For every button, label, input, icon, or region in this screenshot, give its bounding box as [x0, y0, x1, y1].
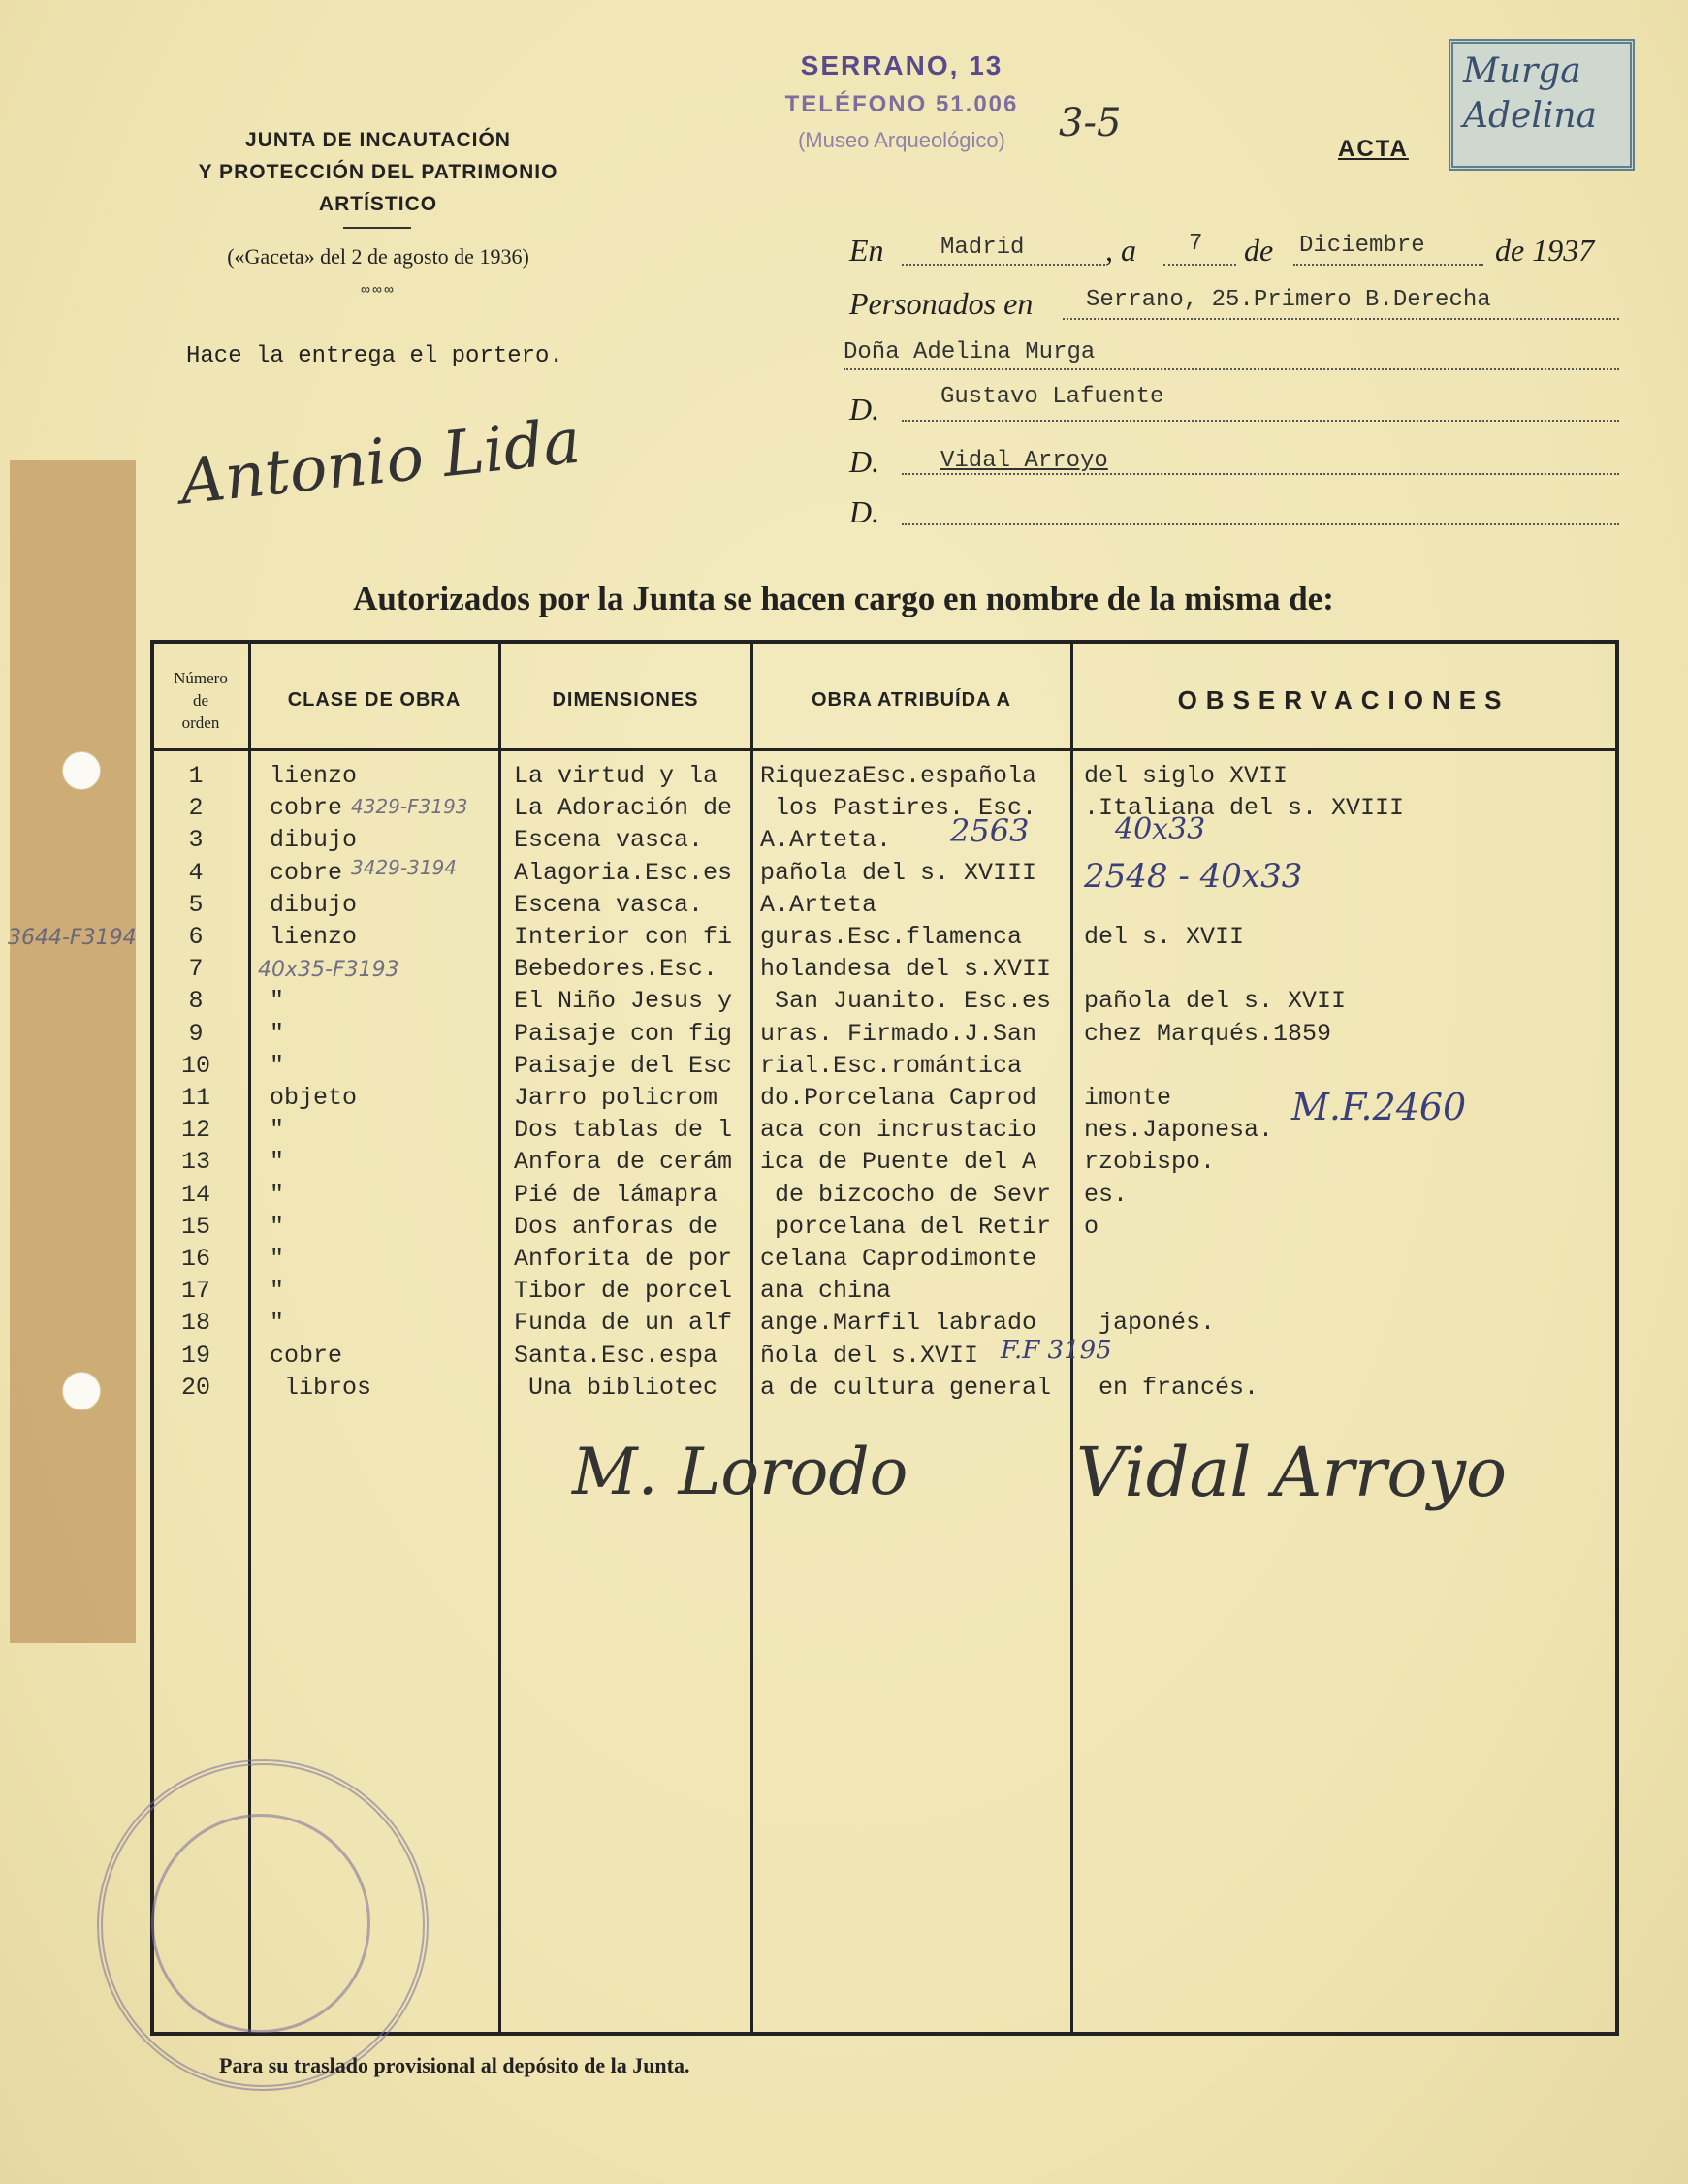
- header-number-line3: orden: [181, 713, 220, 732]
- header-number-line1: Número: [174, 669, 228, 687]
- annotation: 40x35-F3193: [258, 958, 399, 982]
- row-dimensiones: Bebedores.Esc.: [514, 955, 718, 984]
- name-tab-surname: Murga: [1463, 51, 1581, 91]
- row-clase: ": [270, 1116, 285, 1145]
- row-dimensiones: La Adoración de: [514, 794, 733, 823]
- d-label-2: D.: [849, 444, 880, 479]
- acta-label: ACTA: [1338, 136, 1409, 162]
- place-line: [902, 264, 1105, 266]
- table-row: [0, 1309, 1688, 1341]
- name-tab: [1449, 39, 1635, 171]
- row-atribuida: guras.Esc.flamenca: [760, 923, 1023, 951]
- header-number-line2: de: [192, 691, 209, 710]
- row-clase: ": [270, 1245, 285, 1273]
- d-label-3: D.: [849, 494, 880, 529]
- row-observaciones: del siglo XVII: [1084, 762, 1289, 790]
- d2-field: Vidal Arroyo: [940, 448, 1108, 474]
- row-dimensiones: Escena vasca.: [514, 890, 704, 919]
- a-label: , a: [1105, 233, 1136, 268]
- signature-middle: M. Lorodo: [572, 1435, 908, 1509]
- row-clase: lienzo: [270, 923, 358, 951]
- table-row: [0, 859, 1688, 891]
- row-dimensiones: Funda de un alf: [514, 1309, 733, 1338]
- signature-right: Vidal Arroyo: [1076, 1433, 1508, 1512]
- annotation: 40x33: [1115, 812, 1206, 846]
- row-observaciones: rzobispo.: [1084, 1148, 1216, 1177]
- table-row: [0, 955, 1688, 987]
- day-line: [1163, 264, 1236, 266]
- row-number: 8: [188, 987, 204, 1016]
- table-row: [0, 923, 1688, 955]
- table-row: [0, 1277, 1688, 1309]
- row-atribuida: ñola del s.XVII: [760, 1341, 979, 1370]
- row-atribuida: A.Arteta: [760, 890, 877, 919]
- row-dimensiones: Anfora de cerám: [514, 1148, 733, 1177]
- row-number: 14: [180, 1180, 210, 1209]
- row-number: 6: [188, 923, 204, 951]
- row-clase: ": [270, 1148, 285, 1177]
- annotation: M.F.2460: [1291, 1086, 1467, 1128]
- institution-line-3: ARTÍSTICO: [318, 193, 438, 215]
- annotation: 3644-F3194: [8, 926, 137, 950]
- row-number: 5: [188, 890, 204, 919]
- row-dimensiones: El Niño Jesus y: [514, 987, 733, 1016]
- row-atribuida: celana Caprodimonte: [760, 1245, 1037, 1273]
- row-clase: cobre: [270, 794, 343, 823]
- year-label: de 1937: [1495, 233, 1595, 268]
- row-atribuida: uras. Firmado.J.San: [760, 1019, 1037, 1048]
- row-observaciones: o: [1084, 1212, 1099, 1241]
- row-dimensiones: Dos tablas de l: [514, 1116, 733, 1145]
- annotation: F.F 3195: [1001, 1336, 1112, 1365]
- row-number: 11: [180, 1084, 210, 1112]
- d1-line: [902, 420, 1619, 422]
- delivery-note: Hace la entrega el portero.: [186, 343, 563, 369]
- gaceta-reference: («Gaceta» del 2 de agosto de 1936): [227, 244, 529, 269]
- row-clase: dibujo: [270, 890, 358, 919]
- row-clase: ": [270, 1309, 285, 1338]
- row-dimensiones: Escena vasca.: [514, 826, 704, 855]
- row-atribuida: do.Porcelana Caprod: [760, 1084, 1037, 1112]
- row-observaciones: imonte: [1084, 1084, 1172, 1112]
- row-dimensiones: Interior con fi: [514, 923, 733, 951]
- row-number: 18: [180, 1309, 210, 1338]
- row-atribuida: pañola del s. XVIII: [760, 858, 1037, 887]
- table-row: [0, 826, 1688, 858]
- header-dimensiones: DIMENSIONES: [552, 689, 699, 711]
- row-clase: ": [270, 1277, 285, 1306]
- row-atribuida: ana china: [760, 1277, 892, 1306]
- month-line: [1293, 264, 1483, 266]
- row-atribuida: de bizcocho de Sevr: [760, 1180, 1052, 1209]
- museum-stamp: (Museo Arqueológico): [797, 128, 1005, 152]
- institution-header: [145, 124, 611, 220]
- section-title: Autorizados por la Junta se hacen cargo en nombre de la misma de:: [353, 580, 1334, 617]
- row-number: 12: [180, 1116, 210, 1145]
- row-clase: objeto: [270, 1084, 358, 1112]
- table-row: [0, 1374, 1688, 1406]
- row-atribuida: aca con incrustacio: [760, 1116, 1037, 1145]
- signature-left: Antonio Lida: [176, 405, 585, 520]
- row-atribuida: ange.Marfil labrado: [760, 1309, 1037, 1338]
- ornament: ∞∞∞: [361, 281, 396, 297]
- row-dimensiones: Tibor de porcel: [514, 1277, 733, 1306]
- row-number: 17: [180, 1277, 210, 1306]
- footer-note: Para su traslado provisional al depósito de la Junta.: [219, 2053, 690, 2077]
- row-clase: dibujo: [270, 826, 358, 855]
- row-observaciones: en francés.: [1084, 1373, 1259, 1402]
- row-atribuida: a de cultura general: [760, 1373, 1052, 1402]
- row-number: 3: [188, 826, 204, 855]
- row-dimensiones: Una bibliotec: [514, 1373, 718, 1402]
- row-observaciones: del s. XVII: [1084, 923, 1245, 951]
- row-number: 1: [188, 762, 204, 790]
- en-label: En: [849, 233, 884, 268]
- row-observaciones: pañola del s. XVII: [1084, 987, 1347, 1016]
- table-row: [0, 987, 1688, 1019]
- table-row: [0, 1020, 1688, 1052]
- header-observaciones: OBSERVACIONES: [1177, 685, 1511, 714]
- month-field: Diciembre: [1299, 233, 1425, 259]
- row-number: 13: [180, 1148, 210, 1177]
- header-divider: [343, 227, 411, 229]
- handwritten-ref: 3-5: [1059, 101, 1122, 145]
- row-number: 4: [188, 858, 204, 887]
- row-atribuida: A.Arteta.: [760, 826, 892, 855]
- owner-line: [844, 368, 1619, 370]
- personados-field: Serrano, 25.Primero B.Derecha: [1086, 287, 1491, 313]
- row-observaciones: es.: [1084, 1180, 1129, 1209]
- personados-line: [1063, 318, 1619, 320]
- row-atribuida: ica de Puente del A: [760, 1148, 1037, 1177]
- header-number: [155, 649, 246, 751]
- row-clase: cobre: [270, 858, 343, 887]
- table-row: [0, 1342, 1688, 1374]
- row-number: 7: [188, 955, 204, 984]
- row-atribuida: RiquezaEsc.española: [760, 762, 1037, 790]
- institution-line-2: Y PROTECCIÓN DEL PATRIMONIO: [198, 161, 558, 183]
- row-clase: ": [270, 1019, 285, 1048]
- header-clase: CLASE DE OBRA: [287, 689, 462, 711]
- table-row: [0, 1245, 1688, 1277]
- personados-label: Personados en: [849, 286, 1034, 321]
- row-dimensiones: Jarro policrom: [514, 1084, 718, 1112]
- phone-stamp: TELÉFONO 51.006: [784, 91, 1019, 117]
- annotation: 3429-3194: [351, 856, 458, 879]
- row-observaciones: nes.Japonesa.: [1084, 1116, 1274, 1145]
- row-dimensiones: Pié de lámapra: [514, 1180, 718, 1209]
- seal-stamp: [97, 1759, 429, 2091]
- name-tab-firstname: Adelina: [1463, 96, 1598, 136]
- institution-line-1: JUNTA DE INCAUTACIÓN: [245, 129, 511, 151]
- table-row: [0, 1181, 1688, 1213]
- row-clase: ": [270, 1212, 285, 1241]
- place-field: Madrid: [940, 235, 1025, 261]
- table-row: [0, 794, 1688, 826]
- d1-field: Gustavo Lafuente: [940, 384, 1164, 410]
- row-atribuida: rial.Esc.romántica: [760, 1051, 1023, 1080]
- row-number: 10: [180, 1051, 210, 1080]
- header-atribuida: OBRA ATRIBUÍDA A: [812, 689, 1011, 711]
- row-clase: cobre: [270, 1341, 343, 1370]
- row-observaciones: chez Marqués.1859: [1084, 1019, 1332, 1048]
- row-clase: ": [270, 1051, 285, 1080]
- day-field: 7: [1189, 231, 1203, 257]
- row-atribuida: holandesa del s.XVII: [760, 955, 1052, 984]
- row-number: 15: [180, 1212, 210, 1241]
- address-stamp: SERRANO, 13: [800, 50, 1003, 80]
- row-atribuida: San Juanito. Esc.es: [760, 987, 1052, 1016]
- row-dimensiones: La virtud y la: [514, 762, 718, 790]
- d3-line: [902, 523, 1619, 525]
- row-observaciones: .Italiana del s. XVIII: [1084, 794, 1405, 823]
- row-dimensiones: Dos anforas de: [514, 1212, 718, 1241]
- row-clase: libros: [270, 1373, 372, 1402]
- row-atribuida: porcelana del Retir: [760, 1212, 1052, 1241]
- owner-field: Doña Adelina Murga: [844, 339, 1096, 365]
- row-clase: ": [270, 987, 285, 1016]
- row-number: 19: [180, 1341, 210, 1370]
- table-row: [0, 762, 1688, 794]
- row-clase: lienzo: [270, 762, 358, 790]
- annotation: 2563: [950, 812, 1030, 849]
- table-row: [0, 1213, 1688, 1245]
- row-dimensiones: Paisaje con fig: [514, 1019, 733, 1048]
- annotation: 2548 - 40x33: [1084, 857, 1303, 896]
- row-atribuida: los Pastires. Esc.: [760, 794, 1037, 823]
- table-row: [0, 1052, 1688, 1084]
- row-dimensiones: Paisaje del Esc: [514, 1051, 733, 1080]
- row-observaciones: japonés.: [1084, 1309, 1216, 1338]
- row-dimensiones: Alagoria.Esc.es: [514, 858, 733, 887]
- annotation: 4329-F3193: [351, 795, 468, 818]
- row-number: 20: [180, 1373, 210, 1402]
- row-number: 2: [188, 794, 204, 823]
- table-row: [0, 891, 1688, 923]
- row-dimensiones: Anforita de por: [514, 1245, 733, 1273]
- row-clase: ": [270, 1180, 285, 1209]
- de-label: de: [1244, 233, 1274, 268]
- row-dimensiones: Santa.Esc.espa: [514, 1341, 718, 1370]
- table-row: [0, 1148, 1688, 1180]
- row-number: 16: [180, 1245, 210, 1273]
- row-number: 9: [188, 1019, 204, 1048]
- d-label-1: D.: [849, 392, 880, 427]
